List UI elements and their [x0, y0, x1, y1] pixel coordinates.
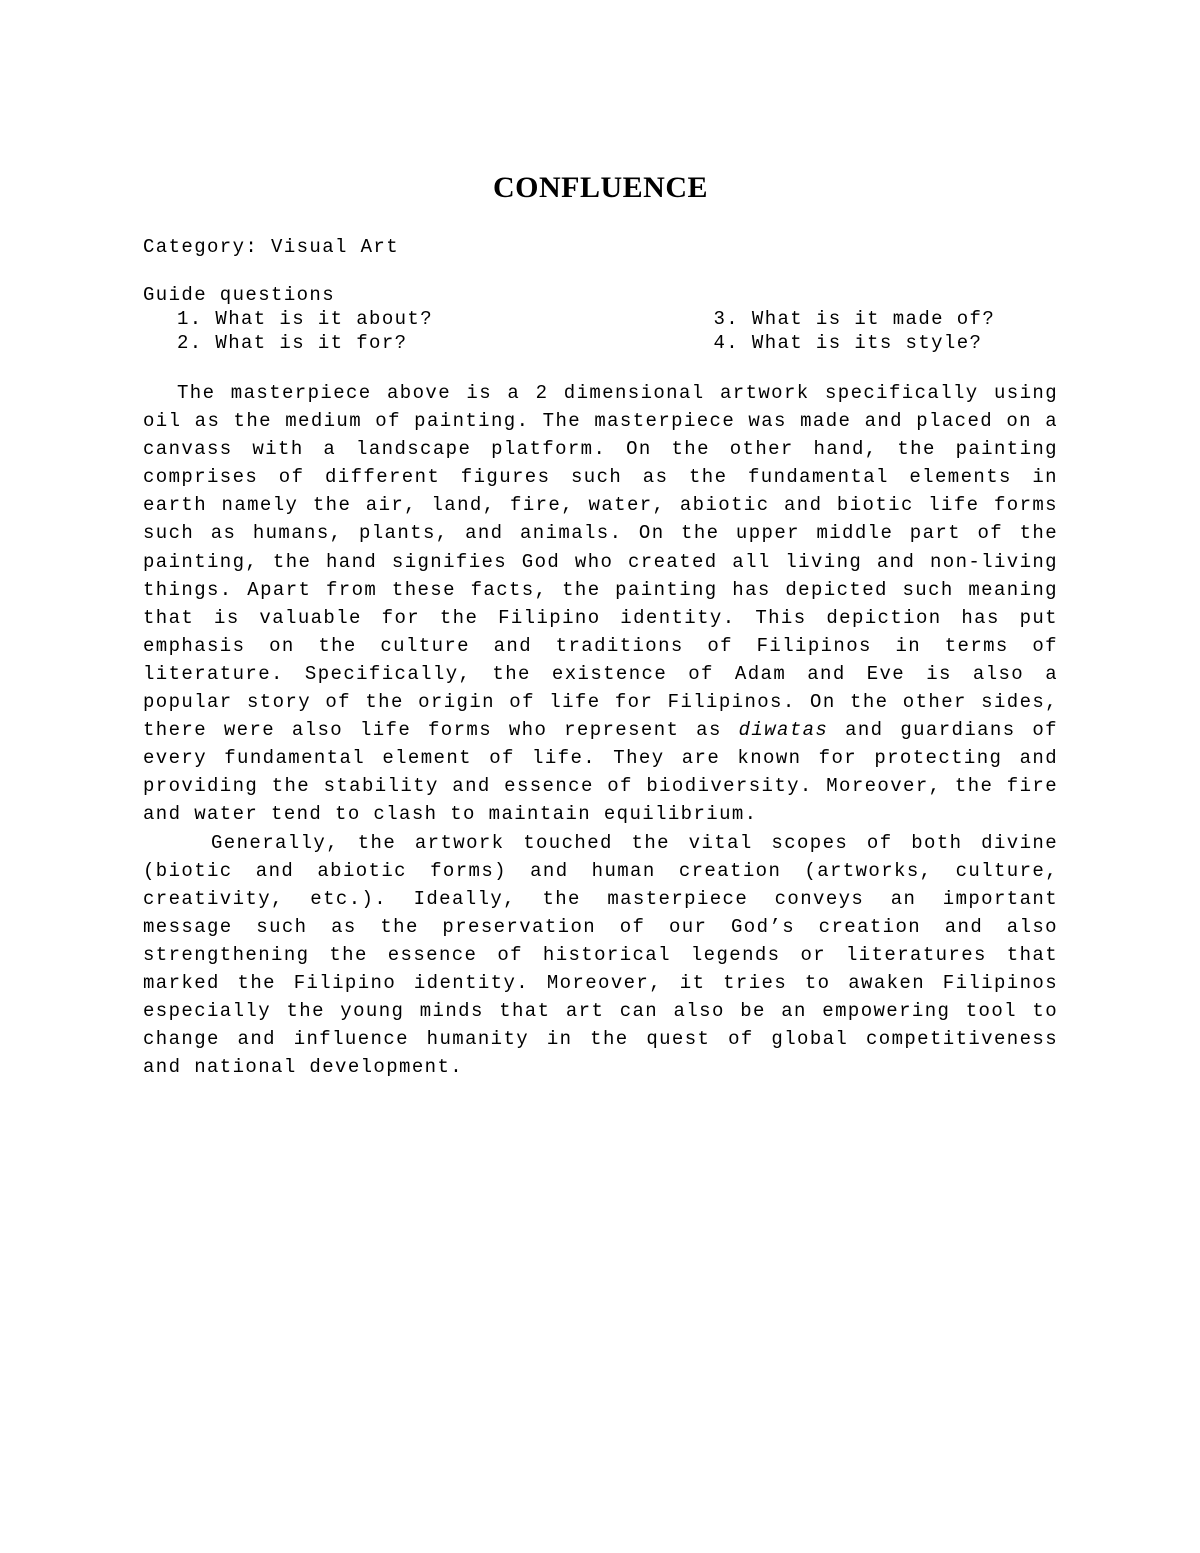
document-title: CONFLUENCE	[492, 171, 708, 204]
category-line: Category: Visual Art	[143, 236, 400, 258]
body-paragraph-2: Generally, the artwork touched the vital scopes of both divine (biotic and abiotic forms) and human creation (artworks, culture, creativity, etc.). Ideally, the masterpiece conveys an important message such as the preservation of our God’s creation and also strengthening the essence of historical legends or literatures that marked the Filipino identity. Moreover, it tries to awaken Filipinos especially the young minds that art can also be an empowering tool to change and influence humanity in the quest of global competitiveness and national development.	[143, 831, 1058, 1079]
question-item: 3. What is it made of?	[713, 308, 996, 330]
document-body	[143, 379, 1058, 1081]
guide-questions-list	[143, 307, 1058, 355]
paragraph-1-text-cont: and guardians of every fundamental element of life. They are known for protecting and providing the stability and essence of biodiversity. Moreover, the fire and water tend to clash to maintain equilibrium.	[143, 719, 1058, 826]
italic-term: diwatas	[738, 719, 829, 742]
body-paragraph-1	[143, 379, 1058, 829]
question-item: 4. What is its style?	[713, 332, 983, 354]
question-item: 2. What is it for?	[177, 332, 408, 354]
document-page	[143, 168, 1058, 1081]
paragraph-1-text: The masterpiece above is a 2 dimensional artwork specifically using oil as the medium of painting. The masterpiece was made and placed on a canvass with a landscape platform. On the other hand, the painting comprises of different figures such as the fundamental elements in earth namely the air, land, fire, water, abiotic and biotic life forms such as humans, plants, and animals. On the upper middle part of the painting, the hand signifies God who created all living and non-living things. Apart from these facts, the painting has depicted such meaning that is valuable for the Filipino identity. This depiction has put emphasis on the culture and traditions of Filipinos in terms of literature. Specifically, the existence of Adam and Eve is also a popular story of the origin of life for Filipinos. On the other sides, there were also life forms who represent as	[143, 382, 1058, 742]
guide-questions-heading: Guide questions	[143, 284, 336, 306]
question-item: 1. What is it about?	[177, 308, 434, 330]
